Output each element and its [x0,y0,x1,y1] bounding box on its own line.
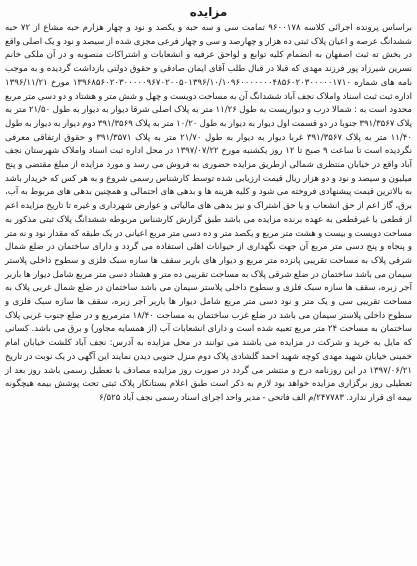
notice-body [5,22,412,406]
notice-title: مزایده [189,5,228,19]
notice-paragraph: براساس پرونده اجرائی کلاسه ۹۶۰۰۱۷۸ تمامت سی و سه حبه و یکصد و نود و چهار هزارم حبه مشاع از ۷۲ حبه ششدانگ عرصه و اعیان پلاک ثبتی ده هزار و چهارصد و سی و چهار فرعی مجزی شده از سیصد و نود و یک اصلی واقع در بخش ته ثبت اصفهان به انضمام کلیه توابع و لواحق عرفیه و انشعابات و اشتراکات منصوبه و در آن ملکی خانم نسرین شیرزاد پور فرزند مهدی که قبلا در قبال طلب آقای ایمان صادقی و حقوق دولتی بازداشت گردیده و به موجب نامه های شماره ۱۳۹۶۸۵۶۰۲۰۳۰۰۰۰۰۹۶۷۰۲۰۰۵۰۱۳۹۶/۱۰/۱۰۹۶۰۰۰۰۰۰۰۴۸۵۶۰۲۰۳۰۰۰۰۰۱۷۱۰ مورخ ۱۳۹۶/۱۱/۲۱ اداره ثبت ثبت اسناد واملاک نجف آباد ششدانگ آن به مساحت دویست و چهل و شش متر و هشتاد و دو دسی متر مربع محدود است به : شمالا درب و دیواریست به طول ۱۱/۲۶ متر به پلاک اصلی شرقا دیوار به دیوار به طول ۲۱/۵۰ متر به پلاک ۳۹۱/۳۵۶۷ جنوبا در دو قسمت اول دیوار به دیوار به طول ۱۰/۲۰ متر به پلاک ۳۹۱/۳۵۶۹ دوم دیوار به دیوار به طول ۱۱/۴۰ متر به پلاک ۳۹۱/۳۵۶۷ غربا دیوار به دیوار به طول ۲۱/۷۰ متر به پلاک ۳۹۱/۳۵۷۱ و حقوق ارتفاقی معرفی نگردیده است تا ساعت ۹ صبح تا ۱۲ روز یکشنبه مورخ ۱۳۹۷/۰۷/۲۲ در محل اداره ثبت اسناد واملاک شهرستان نجف آباد واقع در خیابان منتظری شمالی ازطریق مزایده حضوری به فروش می رسد و مورد مزایده از مبلغ مقتضی و پنج میلیون و سیصد و نود و دو هزار ریال قیمت ارزیابی شده توسط کارشناس رسمی شروع و به هر کس که خریدار باشد به بالاترین قیمت پیشنهادی فروخته می شود و کلیه هزینه ها و بدهی های احتمالی و همچنین بدهی های مربوط به آب، برق، گاز اعم از حق انشعاب و یا حق اشتراک و نیز بدهی های مالیاتی و عوارض شهرداری و غیره تا تاریخ مزایده اعم از قطعی یا غیرقطعی به عهده برنده مزایده می باشد طبق گزارش کارشناس مربوطه ششدانگ پلاک ثبتی مذکور به مساحت دویست و بیست و هشت متر مربع و یکصد متر و ده دسی متر مربع اعیانی در یک طبقه که مقدار نود و نه متر و پنجاه و پنج دسی متر مربع آن جهت نگهداری از حیوانات اهلی استفاده می گردد و دارای ساختمان در ضلع شمال شرقی پلاک به مساحت تقریبی پانزده متر مربع و دیوار های باربر سقف ها سازه سبک فلزی و سطوح داخلی پلاستر سیمان می باشد ساختمان در ضلع شرقی پلاک به مساحت تقریبی ده متر و هشتاد دسی متر مربع شامل دیوار ها باربر آجر زبره، سقف ها سازه سبک فلزی و سطوح داخلی پلاستر سیمان می باشد ساختمان در ضلع شمال غربی پلاک به مساحت تقریبی سی و یک متر و نود دسی متر مربع شامل دیوار ها باربر آجر زبره، سقف ها سازه سبک فلزی و سطوح داخلی پلاستر سیمان می باشد در ضلع غرب ساختمان به مساحت ۱۸/۴۰ مترمربع و در ضلع جنوب غربی پلاک ساختمان به مساحت ۲۴ متر مربع تعبیه شده است و دارای انشعابات آب (از همسایه مجاور) و برق می باشد. کسانی که مایل به خرید و شرکت در مزایده می باشند می توانند در محل مزایده به آدرس: نجف آباد کلشت خیابان امام خمینی خیابان شهید مهدی کوچه شهید احمد گلشادی پلاک دوم منزل جنوبی دیدن نمایند این آگهی در یک نوبت در تاریخ ۱۳۹۷/۰۶/۲۱ در این روزنامه درج و منتشر می گردد در صورت روز مزایده مصادف با تعطیل رسمی باشد روز بعد از تعطیلی روز برگزاری مزایده خواهد بود لازم به ذکر است طبق اعلام بستانکار پلاک ثبتی تحت پوشش بیمه هیچگونه بیمه ای قرار ندارد. ۲۴۷۷۸۳/م الف فاتحی - مدیر واحد اجرای اسناد رسمی نجف آباد ۶/۵۲۵ [5,23,413,403]
